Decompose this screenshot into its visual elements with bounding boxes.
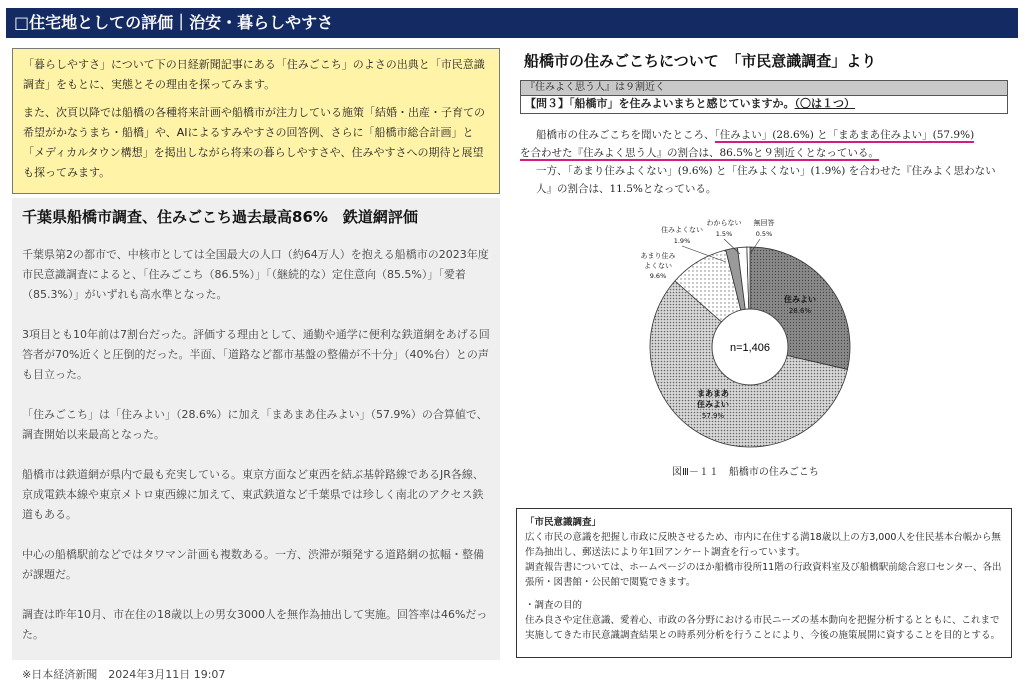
- question-box: [520, 80, 1008, 114]
- question-note: （〇は１つ）: [794, 97, 855, 110]
- summary-line-1: [520, 126, 1008, 144]
- slice-value-sumiyoi: 28.6%: [788, 307, 812, 315]
- article-paragraph: 船橋市は鉄道網が県内で最も充実している。東京方面など東西を結ぶ基幹路線であるJR各線、京成電鉄本線や東京メトロ東西線に加えて、東武鉄道など千葉県では珍しく南北のアクセス鉄道もある。: [22, 468, 484, 521]
- news-article: [12, 198, 500, 681]
- summary-line-3: 一方、「あまり住みよくない」(9.6%) と「住みよくない」(1.9%) を合わせた『住みよく思わない人』の割合は、11.5%となっている。: [536, 165, 996, 195]
- survey-info-box: [516, 508, 1012, 658]
- question-main: 【問３】「船橋市」を住みよいまちと感じていますか。: [525, 97, 795, 110]
- slice-label-sumiyoi: 住みよい: [784, 295, 816, 304]
- slice-value-sumiyokunai: 1.9%: [673, 237, 691, 245]
- slice-label-amari-2: よくない: [644, 262, 672, 270]
- slice-label-maamaa-2: 住みよい: [697, 400, 729, 409]
- slice-value-maamaa: 57.9%: [701, 412, 725, 420]
- slice-label-sumiyokunai: 住みよくない: [661, 226, 703, 234]
- summary-text: 船橋市の住みごこちを聞いたところ、: [536, 129, 715, 141]
- slice-label-maamaa: まあまあ: [697, 389, 729, 398]
- intro-paragraph-2: また、次頁以降では船橋の各種将来計画や船橋市が注力している施策「結婚・出産・子育ての希望がかなうまち・船橋」や、AIによるすみやすさの回答例、さらに「船橋市総合計画」と「メディカルタウン構想」を掲出しながら将来の暮らしやすさや、住みやすさへの期待と展望も探ってみます。: [23, 106, 485, 179]
- summary-line-2: [520, 144, 1008, 162]
- figure-caption: 図Ⅲ－１１ 船橋市の住みごこち: [672, 467, 819, 478]
- article-source: ※日本経済新聞 2024年3月11日 19:07: [22, 668, 226, 681]
- survey-purpose: 住み良さや定住意識、愛着心、市政の各分野における市民ニーズの基本動向を把握分析するとともに、これまで実施してきた市民意識調査結果との時系列分析を行うことにより、今後の施策展開に資することを目的とする。: [525, 615, 1001, 641]
- slice-label-wakaranai: わからない: [706, 219, 742, 227]
- question-summary: 『住みよく思う人』は９割近く: [520, 80, 1008, 96]
- survey-purpose-title: ・調査の目的: [525, 600, 583, 611]
- pie-chart-svg: [600, 210, 900, 465]
- article-paragraph: 中心の船橋駅前などではタワマン計画も複数ある。一方、渋滞が頻発する道路網の拡幅・整備が課題だ。: [22, 548, 484, 581]
- survey-summary: [520, 126, 1008, 198]
- intro-paragraph-1: 「暮らしやすさ」について下の日経新聞記事にある「住みごこち」のよさの出典と「市民意識調査」をもとに、実態とその理由を探ってみます。: [23, 58, 485, 91]
- pie-chart: [600, 210, 900, 465]
- question-text: [520, 96, 1008, 114]
- highlight-text: を合わせた『住みよく思う人』の割合は、86.5%と９割近くとなっている。: [520, 147, 879, 159]
- article-paragraph: 3項目とも10年前は7割台だった。評価する理由として、通勤や通学に便利な鉄道網をあげる回答者が70%近くと圧倒的だった。半面、「道路など都市基盤の整備が不十分」（40%台）との声も目立った。: [22, 328, 490, 381]
- article-paragraph: 調査は昨年10月、市在住の18歳以上の男女3000人を無作為抽出して実施。回答率は46%だった。: [22, 608, 488, 641]
- slice-label-mukaitou: 無回答: [753, 219, 775, 227]
- article-paragraph: 千葉県第2の都市で、中核市としては全国最大の人口（約64万人）を抱える船橋市の2023年度市民意識調査によると、「住みごこち（86.5%）」「（継続的な）定住意向（85.5%）」「愛着（85.3%）」がいずれも高水準となった。: [22, 248, 489, 301]
- highlight-text: 「住みよい」(28.6%) と「まあまあ住みよい」(57.9%): [714, 129, 975, 141]
- survey-report-info: 調査報告書については、ホームページのほか船橋市役所11階の行政資料室及び船橋駅前総合窓口センター、各出張所・図書館・公民館で閲覧できます。: [525, 562, 1002, 588]
- slice-label-amari: あまり住み: [640, 252, 676, 260]
- pie-center-label: n=1,406: [729, 342, 771, 354]
- survey-box-title: 「市民意識調査」: [525, 517, 602, 528]
- page-header: □住宅地としての評価｜治安・暮らしやすさ: [6, 8, 1018, 38]
- article-paragraph: 「住みごこち」は「住みよい」（28.6%）に加え「まあまあ住みよい」（57.9%）の合算値で、調査開始以来最高となった。: [22, 408, 488, 441]
- slice-value-amari: 9.6%: [649, 272, 667, 280]
- intro-box: [12, 48, 500, 194]
- survey-description: 広く市民の意識を把握し市政に反映させるため、市内に在住する満18歳以上の方3,000人を住民基本台帳から無作為抽出し、郵送法により年1回アンケート調査を行っています。: [525, 532, 1001, 558]
- slice-value-wakaranai: 1.5%: [715, 230, 733, 238]
- article-title: 千葉県船橋市調査、住みごこち過去最高86% 鉄道網評価: [22, 208, 418, 226]
- slice-value-mukaitou: 0.5%: [755, 230, 773, 238]
- section-title: 船橋市の住みごこちについて 「市民意識調査」より: [524, 52, 877, 70]
